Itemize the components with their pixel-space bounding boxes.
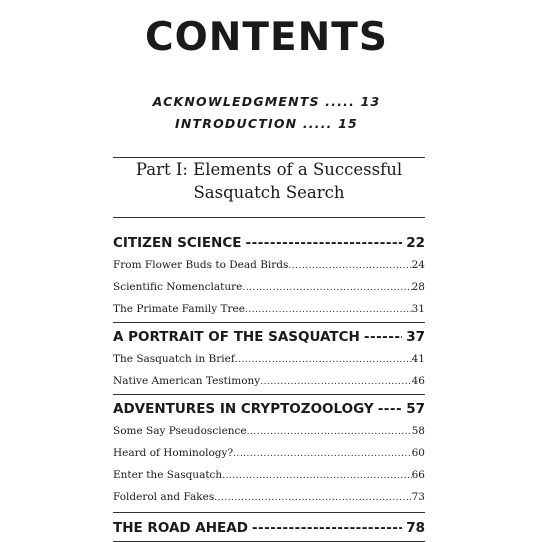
leader-dashes [364, 326, 402, 348]
section-title: From Flower Buds to Dead Birds [113, 259, 289, 271]
toc-chapter[interactable] [113, 517, 425, 539]
chapter-title: THE ROAD AHEAD [113, 520, 248, 536]
page-number: 58 [411, 425, 425, 437]
divider [113, 217, 425, 218]
part-heading [113, 158, 425, 204]
toc-chapter[interactable] [113, 398, 425, 420]
chapter-title: ADVENTURES IN CRYPTOZOOLOGY [113, 401, 374, 417]
leader-dashes [245, 232, 402, 254]
page-number: 66 [411, 469, 425, 481]
toc-section[interactable] [113, 486, 425, 508]
leader-dots [260, 371, 411, 393]
leader-dots [245, 299, 412, 321]
section-title: Folderol and Fakes [113, 491, 215, 503]
page-number: 31 [411, 303, 425, 315]
toc-chapter[interactable] [113, 232, 425, 254]
toc-section[interactable] [113, 442, 425, 464]
part-heading-line-1: Part I: Elements of a Successful [135, 160, 403, 179]
toc-entry-introduction[interactable]: INTRODUCTION ..... 15 [175, 116, 358, 131]
page-number: 57 [406, 401, 425, 417]
page-title: CONTENTS [145, 15, 388, 60]
leader-dots [242, 277, 411, 299]
toc-section[interactable] [113, 420, 425, 442]
chapter-title: CITIZEN SCIENCE [113, 235, 242, 251]
leader-dots [288, 255, 411, 277]
leader-dots [247, 421, 412, 443]
leader-dots [214, 487, 411, 509]
section-title: Some Say Pseudoscience [113, 425, 247, 437]
section-title: Scientific Nomenclature [113, 281, 243, 293]
page-number: 78 [406, 520, 425, 536]
section-title: The Primate Family Tree [113, 303, 245, 315]
toc-section[interactable] [113, 370, 425, 392]
page-number: 46 [411, 375, 425, 387]
toc-section[interactable] [113, 298, 425, 320]
section-title: The Sasquatch in Brief [113, 353, 235, 365]
toc-entry-acknowledgments[interactable]: ACKNOWLEDGMENTS ..... 13 [152, 94, 381, 109]
section-title: Heard of Hominology? [113, 447, 234, 459]
toc-section[interactable] [113, 348, 425, 370]
toc-section[interactable] [113, 464, 425, 486]
chapter-divider [113, 394, 425, 395]
toc-chapter[interactable] [113, 326, 425, 348]
leader-dots [233, 443, 412, 465]
leader-dots [222, 465, 411, 487]
page-number: 28 [411, 281, 425, 293]
chapter-title: A PORTRAIT OF THE SASQUATCH [113, 329, 360, 345]
page-number: 41 [411, 353, 425, 365]
section-title: Native American Testimony [113, 375, 261, 387]
toc-section[interactable] [113, 254, 425, 276]
page-number: 37 [406, 329, 425, 345]
page-number: 22 [406, 235, 425, 251]
page-number: 73 [411, 491, 425, 503]
section-title: Enter the Sasquatch [113, 469, 223, 481]
table-of-contents [113, 232, 425, 542]
toc-section[interactable] [113, 276, 425, 298]
leader-dashes [378, 398, 403, 420]
page-number: 60 [411, 447, 425, 459]
part-heading-line-2: Sasquatch Search [193, 183, 345, 202]
leader-dots [235, 349, 412, 371]
chapter-divider [113, 512, 425, 513]
page-number: 24 [411, 259, 425, 271]
leader-dashes [252, 517, 402, 539]
chapter-divider [113, 322, 425, 323]
